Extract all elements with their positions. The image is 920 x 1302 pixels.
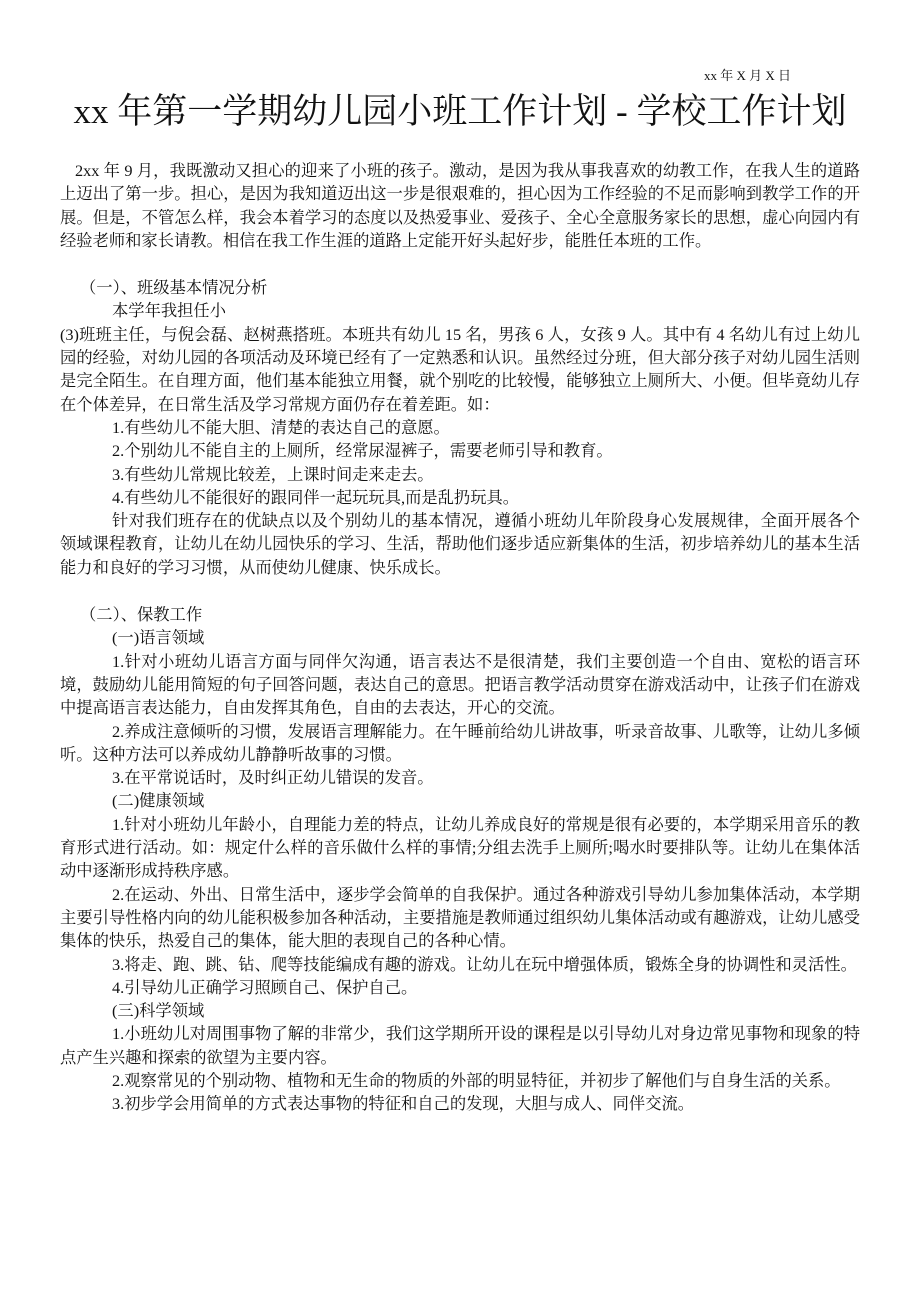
section1-intro-line: 本学年我担任小: [112, 301, 226, 321]
list-item: 2.养成注意倾听的习惯，发展语言理解能力。在午睡前给幼儿讲故事，听录音故事、儿歌等，让幼儿多倾听。这种方法可以养成幼儿静静听故事的习惯。: [60, 721, 860, 764]
subsection-heading-health: (二)健康领域: [112, 791, 205, 811]
section-heading-care-education: （二）、保教工作: [80, 605, 203, 625]
section-heading-class-analysis: （一）、班级基本情况分析: [80, 278, 268, 298]
document-title: xx 年第一学期幼儿园小班工作计划 - 学校工作计划: [73, 92, 847, 131]
list-item: 3.初步学会用简单的方式表达事物的特征和自己的发现，大胆与成人、同伴交流。: [112, 1094, 695, 1114]
intro-paragraph: 2xx 年 9 月，我既激动又担心的迎来了小班的孩子。激动，是因为我从事我喜欢的幼教工作，在我人生的道路上迈出了第一步。担心，是因为我知道迈出这一步是很艰难的，担心因为工作经验的不足而影响到教学工作的开展。但是，不管怎么样，我会本着学习的态度以及热爱事业、爱孩子、全心全意服务家长的思想，虚心向园内有经验老师和家长请教。相信在我工作生涯的道路上定能开好头起好步，能胜任本班的工作。: [60, 161, 860, 250]
subsection-heading-science: (三)科学领域: [112, 1001, 205, 1021]
list-item: 2.个别幼儿不能自主的上厕所，经常尿湿裤子，需要老师引导和教育。: [112, 441, 613, 461]
list-item: 3.在平常说话时，及时纠正幼儿错误的发音。: [112, 768, 434, 788]
list-item: 4.引导幼儿正确学习照顾自己、保护自己。: [112, 977, 418, 997]
list-item: 2.在运动、外出、日常生活中，逐步学会简单的自我保护。通过各种游戏引导幼儿参加集体活动，本学期主要引导性格内向的幼儿能积极参加各种活动，主要措施是教师通过组织幼儿集体活动或有趣游戏，让幼儿感受集体的快乐，热爱自己的集体，能大胆的表现自己的各种心情。: [60, 884, 860, 951]
spacer: [60, 579, 860, 603]
list-item: 1.小班幼儿对周围事物了解的非常少，我们这学期所开设的课程是以引导幼儿对身边常见事物和现象的特点产生兴趣和探索的欲望为主要内容。: [60, 1024, 860, 1067]
list-item: 4.有些幼儿不能很好的跟同伴一起玩玩具,而是乱扔玩具。: [112, 487, 520, 507]
document-date: xx 年 X 月 X 日: [704, 68, 792, 83]
spacer: [60, 252, 860, 276]
section1-paragraph: (3)班班主任，与倪会磊、赵树燕搭班。本班共有幼儿 15 名，男孩 6 人，女孩 9 人。其中有 4 名幼儿有过上幼儿园的经验，对幼儿园的各项活动及环境已经有了一定熟悉和认识。虽然经过分班，但大部分孩子对幼儿园生活则是完全陌生。在自理方面，他们基本能独立用餐，就个别吃的比较慢，能够独立上厕所大、小便。但毕竟幼儿存在个体差异，在日常生活及学习常规方面仍存在着差距。如：: [60, 324, 860, 414]
list-item: 1.有些幼儿不能大胆、清楚的表达自己的意愿。: [112, 417, 450, 437]
document-body: [60, 159, 860, 1116]
list-item: 1.针对小班幼儿年龄小，自理能力差的特点，让幼儿养成良好的常规是很有必要的，本学期采用音乐的教育形式进行活动。如：规定什么样的音乐做什么样的事情;分组去洗手上厕所;喝水时要排队等。让幼儿在集体活动中逐渐形成持秩序感。: [60, 814, 860, 881]
list-item: 1.针对小班幼儿语言方面与同伴欠沟通，语言表达不是很清楚，我们主要创造一个自由、宽松的语言环境，鼓励幼儿能用简短的句子回答问题，表达自己的意思。把语言教学活动贯穿在游戏活动中，让孩子们在游戏中提高语言表达能力，自由发挥其角色，自由的去表达，开心的交流。: [60, 651, 860, 718]
list-item: 2.观察常见的个别动物、植物和无生命的物质的外部的明显特征，并初步了解他们与自身生活的关系。: [112, 1070, 841, 1090]
subsection-heading-language: (一)语言领域: [112, 628, 205, 648]
list-item: 3.将走、跑、跳、钻、爬等技能编成有趣的游戏。让幼儿在玩中增强体质，锻炼全身的协调性和灵活性。: [112, 954, 857, 974]
list-item: 3.有些幼儿常规比较差，上课时间走来走去。: [112, 464, 434, 484]
section1-summary: 针对我们班存在的优缺点以及个别幼儿的基本情况，遵循小班幼儿年阶段身心发展规律，全面开展各个领域课程教育，让幼儿在幼儿园快乐的学习、生活，帮助他们逐步适应新集体的生活，初步培养幼儿的基本生活能力和良好的学习习惯，从而使幼儿健康、快乐成长。: [60, 511, 860, 577]
